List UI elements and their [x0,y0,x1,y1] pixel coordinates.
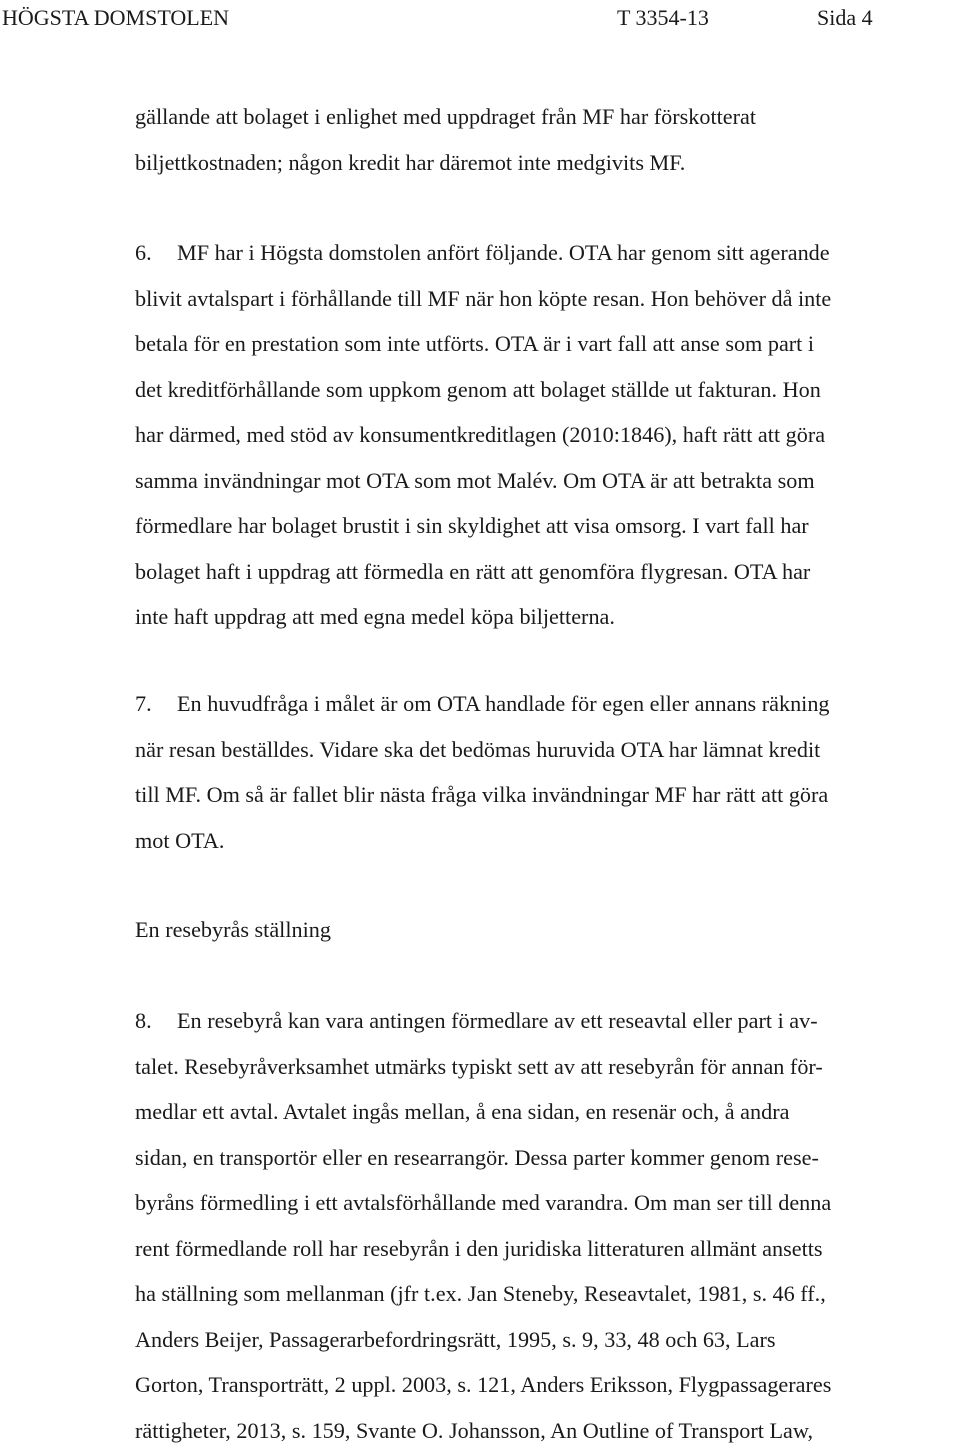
text-line: blivit avtalspart i förhållande till MF när hon köpte resan. Hon behöver då inte [135,276,960,322]
text-line: talet. Resebyråverksamhet utmärks typiskt sett av att resebyrån för annan för- [135,1044,960,1090]
paragraph-8 [135,998,960,1453]
text-line: har därmed, med stöd av konsumentkreditlagen (2010:1846), haft rätt att göra [135,412,960,458]
text-line: biljettkostnaden; någon kredit har däremot inte medgivits MF. [135,140,960,186]
text-line-content: En resebyrå kan vara antingen förmedlare av ett reseavtal eller part i av- [177,1008,818,1033]
text-line: det kreditförhållande som uppkom genom att bolaget ställde ut fakturan. Hon [135,367,960,413]
section-heading [135,907,960,953]
paragraph-number: 8. [135,998,177,1044]
text-line: samma invändningar mot OTA som mot Malév. Om OTA är att betrakta som [135,458,960,504]
text-line: medlar ett avtal. Avtalet ingås mellan, å ena sidan, en resenär och, å andra [135,1089,960,1135]
text-line [135,230,960,276]
paragraph-number: 7. [135,681,177,727]
text-line: Gorton, Transporträtt, 2 uppl. 2003, s. 121, Anders Eriksson, Flygpassagerares [135,1362,960,1408]
text-line: sidan, en transportör eller en researrangör. Dessa parter kommer genom rese- [135,1135,960,1181]
text-line-content: MF har i Högsta domstolen anfört följande. OTA har genom sitt agerande [177,240,830,265]
text-line: Anders Beijer, Passagerarbefordringsrätt, 1995, s. 9, 33, 48 och 63, Lars [135,1317,960,1363]
text-line: rent förmedlande roll har resebyrån i den juridiska litteraturen allmänt ansetts [135,1226,960,1272]
text-line: mot OTA. [135,818,960,864]
page-number: Sida 4 [817,2,873,34]
page-header [0,2,960,34]
text-line: byråns förmedling i ett avtalsförhållande med varandra. Om man ser till denna [135,1180,960,1226]
text-line: rättigheter, 2013, s. 159, Svante O. Johansson, An Outline of Transport Law, [135,1408,960,1453]
continuation-paragraph [135,94,960,185]
text-line: gällande att bolaget i enlighet med uppdraget från MF har förskotterat [135,94,960,140]
text-line-content: En huvudfråga i målet är om OTA handlade för egen eller annans räkning [177,691,830,716]
case-number: T 3354-13 [617,2,709,34]
court-name: HÖGSTA DOMSTOLEN [2,2,229,34]
text-line [135,998,960,1044]
text-line: förmedlare har bolaget brustit i sin skyldighet att visa omsorg. I vart fall har [135,503,960,549]
section-heading-text: En resebyrås ställning [135,907,960,953]
text-line: till MF. Om så är fallet blir nästa fråga vilka invändningar MF har rätt att göra [135,772,960,818]
text-line [135,681,960,727]
text-line: ha ställning som mellanman (jfr t.ex. Jan Steneby, Reseavtalet, 1981, s. 46 ff., [135,1271,960,1317]
paragraph-6 [135,230,960,640]
text-line: inte haft uppdrag att med egna medel köpa biljetterna. [135,594,960,640]
text-line: bolaget haft i uppdrag att förmedla en rätt att genomföra flygresan. OTA har [135,549,960,595]
paragraph-7 [135,681,960,863]
paragraph-number: 6. [135,230,177,276]
text-line: betala för en prestation som inte utförts. OTA är i vart fall att anse som part i [135,321,960,367]
text-line: när resan beställdes. Vidare ska det bedömas huruvida OTA har lämnat kredit [135,727,960,773]
